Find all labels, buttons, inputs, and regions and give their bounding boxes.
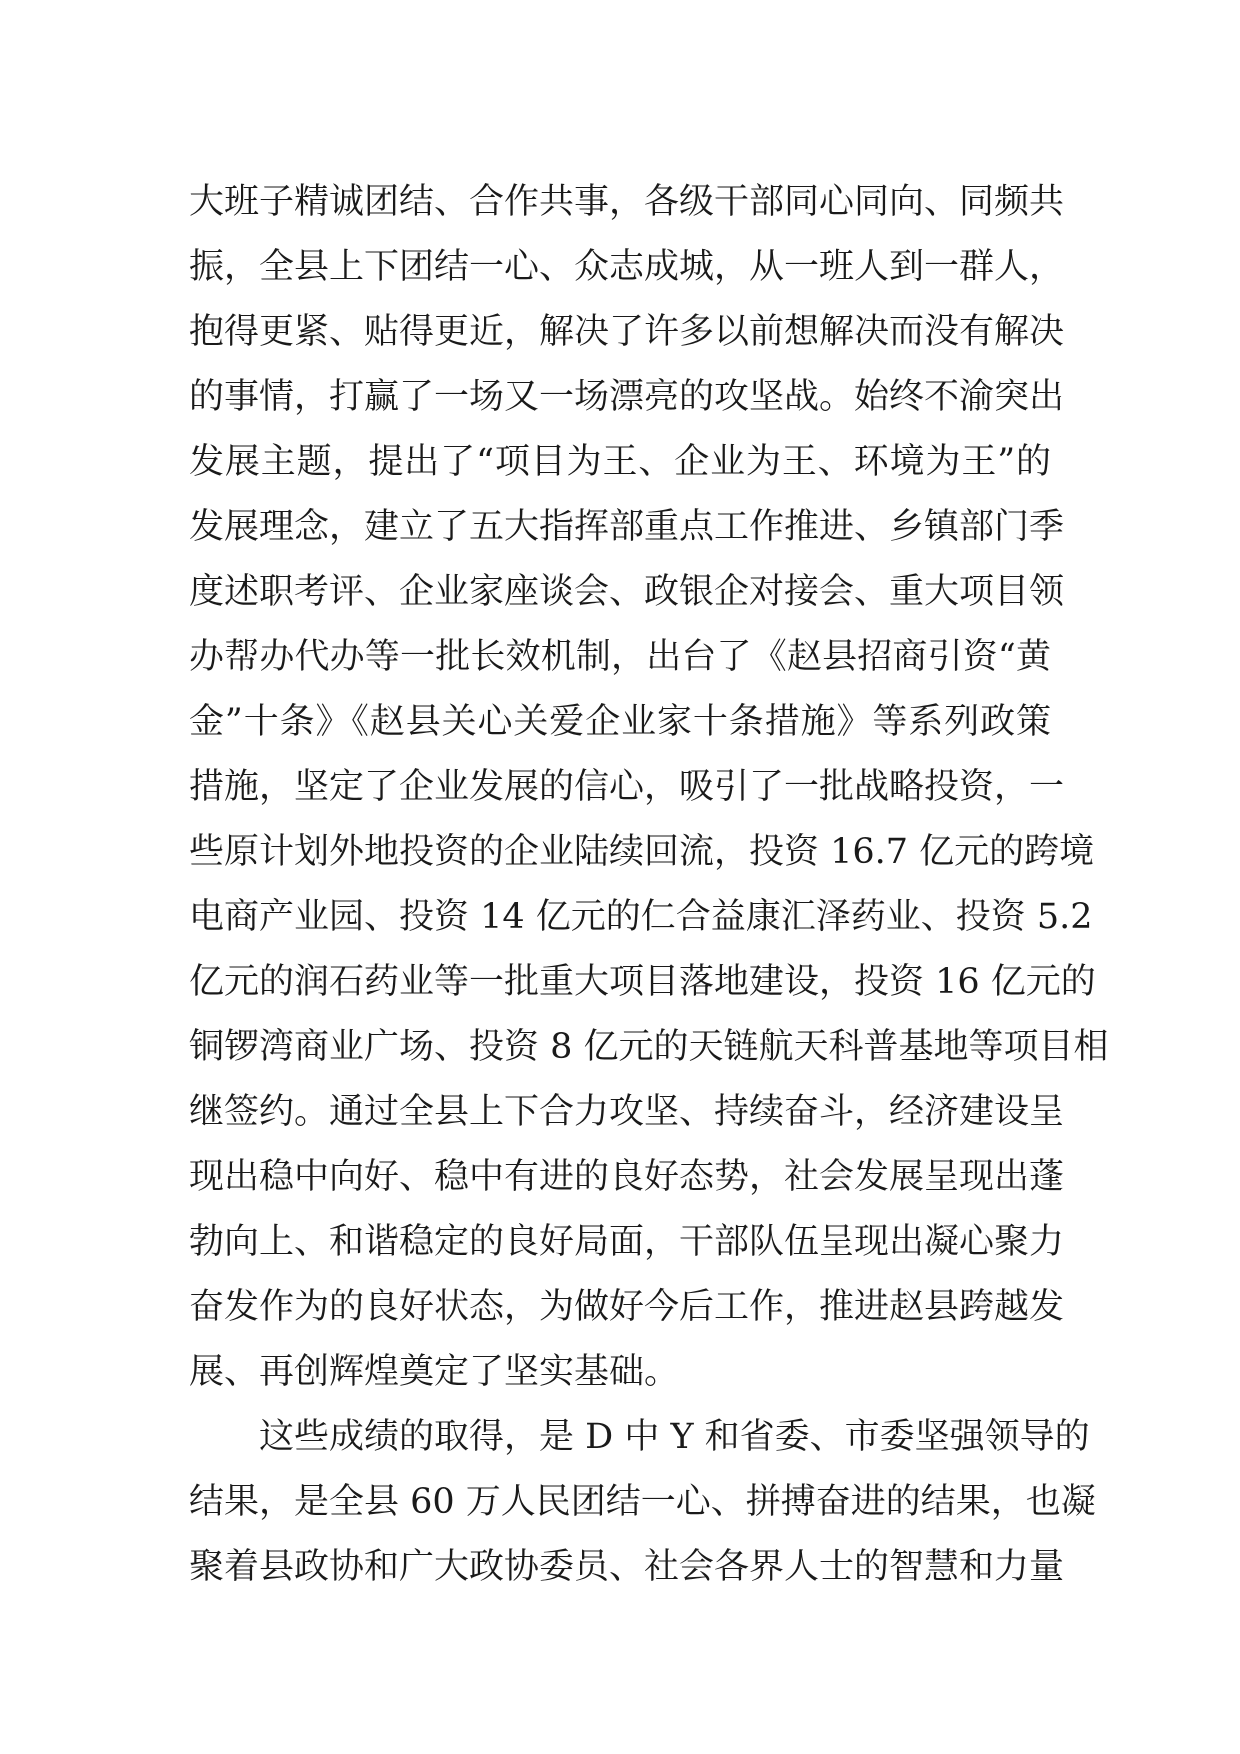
text-line: 继签约。通过全县上下合力攻坚、持续奋斗，经济建设呈 <box>189 1092 1065 1132</box>
text-line: 措施，坚定了企业发展的信心，吸引了一批战略投资，一 <box>189 767 1065 807</box>
paragraph-start-line: 这些成绩的取得，是 D 中 Y 和省委、市委坚强领导的 <box>259 1417 1090 1457</box>
text-line: 结果，是全县 60 万人民团结一心、拼搏奋进的结果，也凝 <box>189 1482 1096 1522</box>
text-line: 抱得更紧、贴得更近，解决了许多以前想解决而没有解决 <box>189 312 1065 352</box>
text-line: 振，全县上下团结一心、众志成城，从一班人到一群人， <box>189 247 1065 287</box>
body-text <box>189 170 1109 1600</box>
text-line: 电商产业园、投资 14 亿元的仁合益康汇泽药业、投资 5.2 <box>189 897 1093 937</box>
text-line: 度述职考评、企业家座谈会、政银企对接会、重大项目领 <box>189 572 1065 612</box>
text-line: 些原计划外地投资的企业陆续回流，投资 16.7 亿元的跨境 <box>189 832 1095 872</box>
text-line: 的事情，打赢了一场又一场漂亮的攻坚战。始终不渝突出 <box>189 377 1065 417</box>
text-line: 办帮办代办等一批长效机制，出台了《赵县招商引资“黄 <box>189 637 1051 677</box>
text-line: 金”十条》《赵县关心关爱企业家十条措施》等系列政策 <box>189 702 1051 742</box>
text-line: 亿元的润石药业等一批重大项目落地建设，投资 16 亿元的 <box>189 962 1096 1002</box>
text-line: 勃向上、和谐稳定的良好局面，干部队伍呈现出凝心聚力 <box>189 1222 1065 1262</box>
text-line: 奋发作为的良好状态，为做好今后工作，推进赵县跨越发 <box>189 1287 1065 1327</box>
text-line: 发展理念，建立了五大指挥部重点工作推进、乡镇部门季 <box>189 507 1065 547</box>
text-line: 大班子精诚团结、合作共事，各级干部同心同向、同频共 <box>189 182 1065 222</box>
text-line: 发展主题，提出了“项目为王、企业为王、环境为王”的 <box>189 442 1051 482</box>
text-line: 现出稳中向好、稳中有进的良好态势，社会发展呈现出蓬 <box>189 1157 1065 1197</box>
paragraph-end-line: 展、再创辉煌奠定了坚实基础。 <box>189 1352 680 1392</box>
text-line: 铜锣湾商业广场、投资 8 亿元的天链航天科普基地等项目相 <box>189 1027 1109 1067</box>
text-line: 聚着县政协和广大政协委员、社会各界人士的智慧和力量 <box>189 1547 1065 1587</box>
